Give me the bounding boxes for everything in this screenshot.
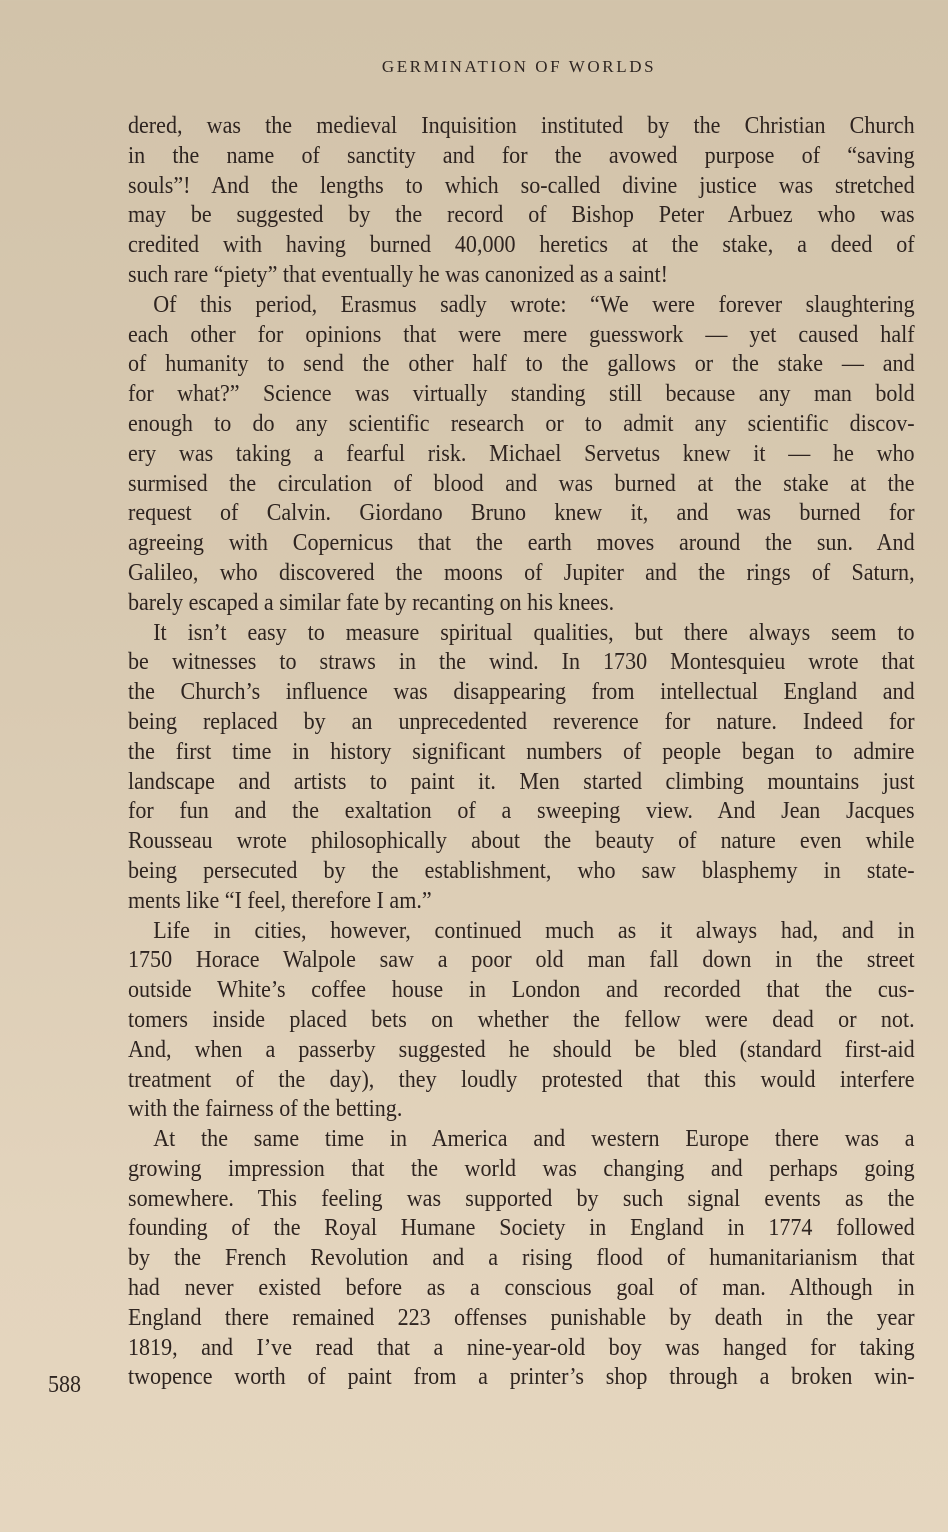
text-line: dered, was the medieval Inquisition instituted by the Christian Church: [128, 112, 915, 139]
text-line: such rare “piety” that eventually he was canonized as a saint!: [128, 260, 668, 288]
text-line: enough to do any scientific research or to admit any scientific discov-: [128, 409, 915, 437]
text-line: being persecuted by the establishment, who saw blasphemy in state-: [128, 856, 915, 884]
text-line: be witnesses to straws in the wind. In 1730 Montesquieu wrote that: [128, 648, 915, 676]
text-line: with the fairness of the betting.: [128, 1095, 403, 1123]
text-line: had never existed before as a conscious goal of man. Although in: [128, 1274, 915, 1302]
text-line: by the French Revolution and a rising flood of humanitarianism that: [128, 1244, 915, 1272]
text-line: 1819, and I’ve read that a nine-year-old boy was hanged for taking: [128, 1333, 915, 1361]
text-line: credited with having burned 40,000 heretics at the stake, a deed of: [128, 231, 915, 259]
text-line: Galileo, who discovered the moons of Jupiter and the rings of Saturn,: [128, 558, 915, 586]
text-line: somewhere. This feeling was supported by such signal events as the: [128, 1184, 915, 1212]
text-line: And, when a passerby suggested he should be bled (standard first-aid: [128, 1035, 915, 1063]
body-text: [128, 111, 915, 1392]
text-line: ments like “I feel, therefore I am.”: [128, 886, 432, 914]
paragraph-first-line: It isn’t easy to measure spiritual qualities, but there always seem to: [153, 618, 915, 646]
text-line: ery was taking a fearful risk. Michael Servetus knew it — he who: [128, 439, 915, 467]
text-line: in the name of sanctity and for the avowed purpose of “saving: [128, 141, 915, 169]
text-line: barely escaped a similar fate by recanting on his knees.: [128, 588, 615, 616]
text-line: agreeing with Copernicus that the earth moves around the sun. And: [128, 529, 915, 557]
text-line: for fun and the exaltation of a sweeping view. And Jean Jacques: [128, 797, 915, 825]
text-line: the Church’s influence was disappearing from intellectual England and: [128, 678, 915, 706]
text-line: may be suggested by the record of Bishop Peter Arbuez who was: [128, 201, 915, 229]
text-line: 1750 Horace Walpole saw a poor old man fall down in the street: [128, 946, 915, 974]
paragraph-first-line: At the same time in America and western Europe there was a: [153, 1125, 915, 1153]
text-line: souls”! And the lengths to which so-called divine justice was stretched: [128, 171, 915, 199]
text-line: growing impression that the world was changing and perhaps going: [128, 1154, 915, 1182]
text-line: England there remained 223 offenses punishable by death in the year: [128, 1303, 915, 1331]
text-line: of humanity to send the other half to the gallows or the stake — and: [128, 350, 915, 378]
page-number: 588: [48, 1371, 82, 1398]
text-line: request of Calvin. Giordano Bruno knew it, and was burned for: [128, 499, 915, 527]
text-line: tomers inside placed bets on whether the fellow were dead or not.: [128, 1005, 915, 1033]
text-line: surmised the circulation of blood and was burned at the stake at the: [128, 469, 915, 497]
text-line: outside White’s coffee house in London and recorded that the cus-: [128, 976, 915, 1004]
running-head: GERMINATION OF WORLDS: [381, 57, 657, 76]
text-line: the first time in history significant numbers of people began to admire: [128, 737, 915, 765]
text-line: landscape and artists to paint it. Men started climbing mountains just: [128, 767, 915, 795]
text-line: each other for opinions that were mere guesswork — yet caused half: [128, 320, 915, 348]
text-line: twopence worth of paint from a printer’s shop through a broken win-: [128, 1363, 915, 1391]
text-line: treatment of the day), they loudly protested that this would interfere: [128, 1065, 915, 1093]
text-line: being replaced by an unprecedented reverence for nature. Indeed for: [128, 707, 915, 735]
text-line: for what?” Science was virtually standing still because any man bold: [128, 380, 915, 408]
text-line: Rousseau wrote philosophically about the beauty of nature even while: [128, 827, 915, 855]
paragraph-first-line: Of this period, Erasmus sadly wrote: “We were forever slaughtering: [153, 290, 915, 318]
text-line: founding of the Royal Humane Society in England in 1774 followed: [128, 1214, 915, 1242]
paragraph-first-line: Life in cities, however, continued much as it always had, and in: [153, 916, 915, 944]
